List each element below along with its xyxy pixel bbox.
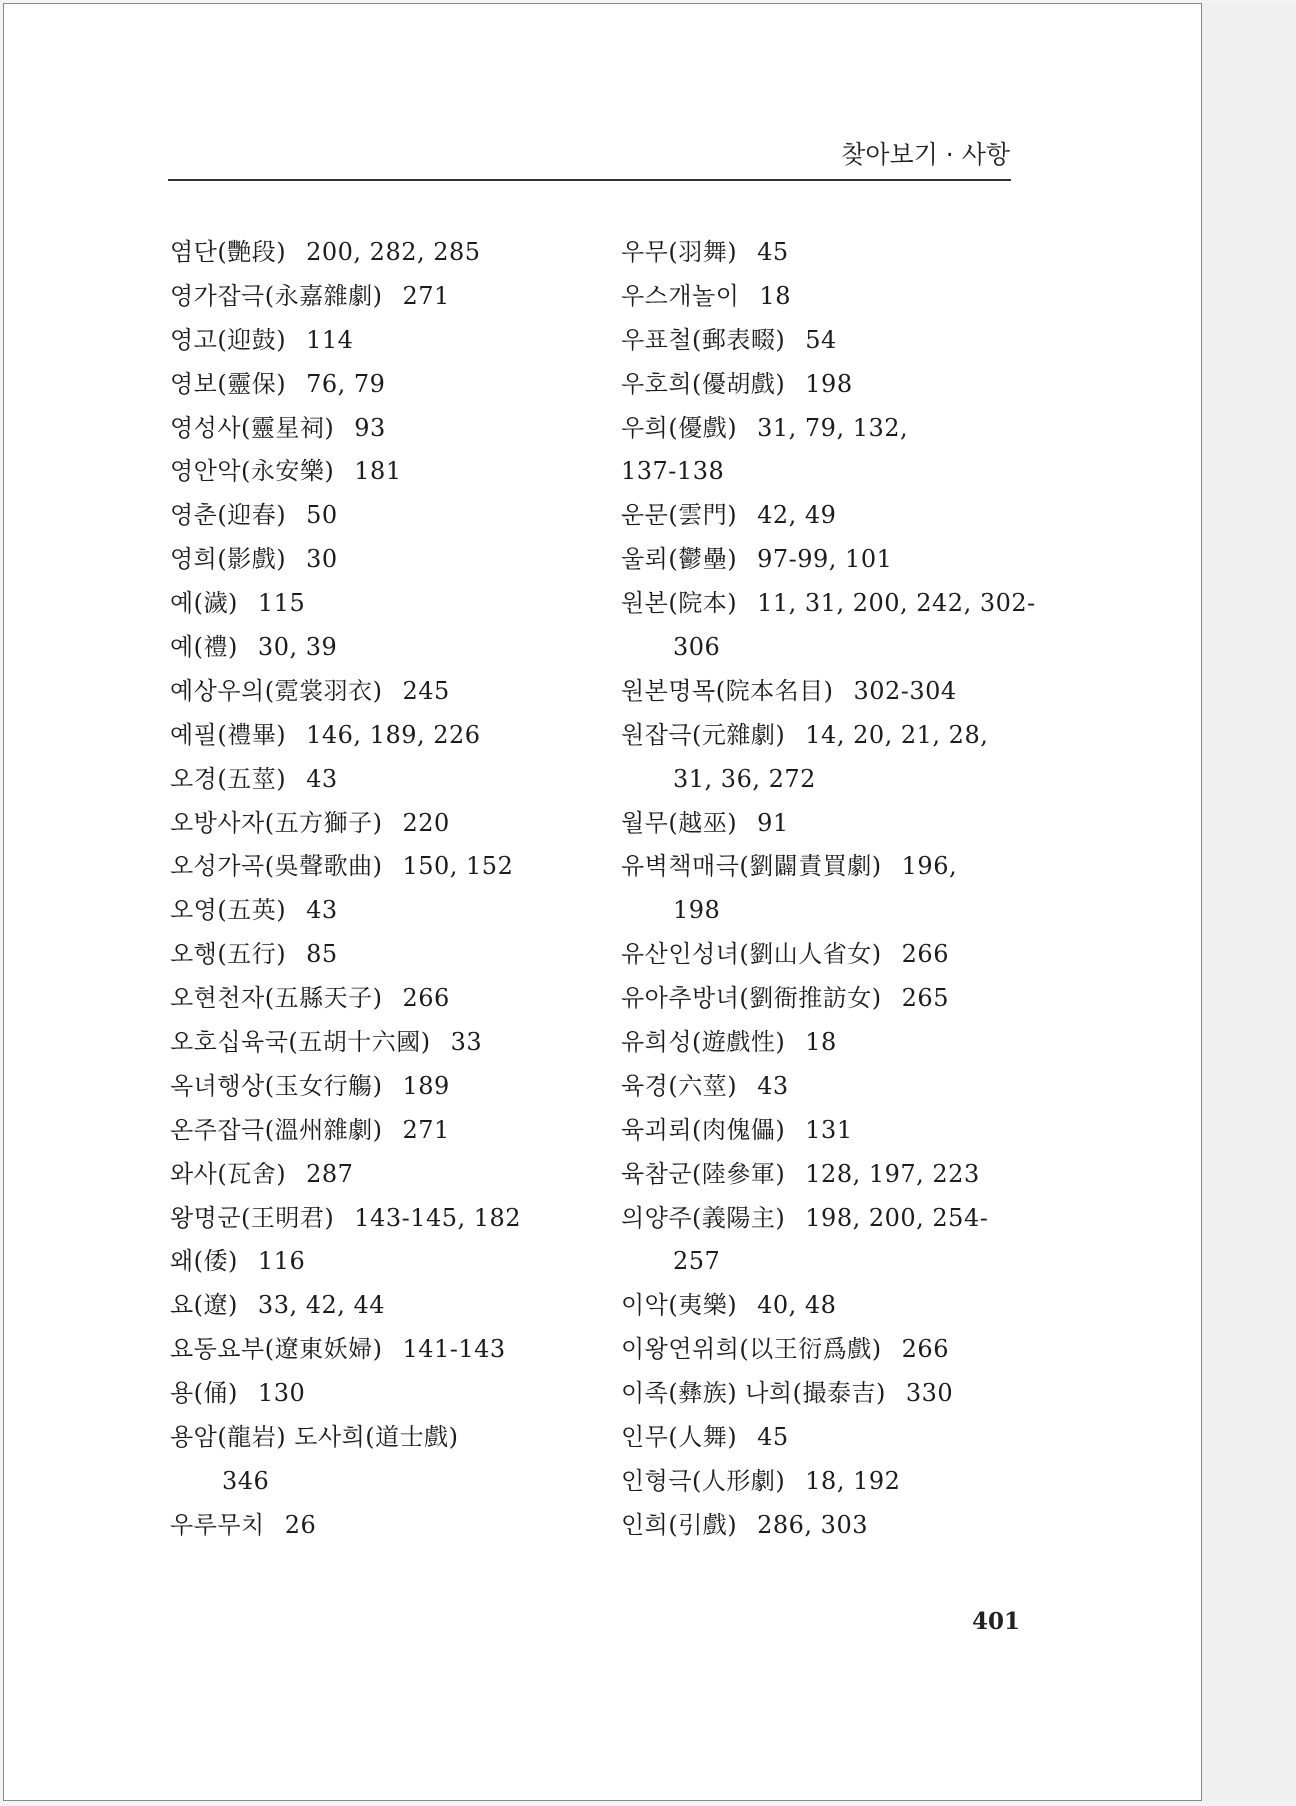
entry-term: 온주잡극(溫州雜劇)	[170, 1115, 383, 1144]
index-entry	[621, 845, 1026, 889]
entry-pages: 76, 79	[306, 369, 386, 398]
entry-pages: 286, 303	[757, 1510, 868, 1539]
index-entry	[621, 1372, 1026, 1416]
page-number: 401	[971, 1608, 1020, 1635]
entry-pages: 266	[901, 1335, 949, 1364]
index-entry	[621, 1153, 1026, 1197]
index-entry	[621, 889, 1026, 933]
entry-term: 육참군(陸參軍)	[621, 1159, 786, 1188]
index-entry	[621, 1197, 1026, 1241]
index-entry	[170, 1372, 590, 1416]
index-entry	[621, 1065, 1026, 1109]
entry-term: 영고(迎鼓)	[170, 325, 287, 354]
index-column-left	[170, 231, 590, 1548]
entry-pages: 11, 31, 200, 242, 302-	[757, 589, 1036, 618]
index-entry	[170, 889, 590, 933]
index-entry	[170, 407, 590, 451]
entry-term: 용암(龍岩) 도사희(道士戲)	[170, 1423, 459, 1452]
entry-pages: 245	[402, 676, 450, 705]
entry-pages: 143-145, 182	[354, 1203, 522, 1232]
index-entry	[621, 1328, 1026, 1372]
entry-pages: 50	[306, 501, 338, 530]
entry-term: 육경(六莖)	[621, 1071, 738, 1100]
index-entry	[170, 1240, 590, 1284]
entry-pages: 115	[257, 589, 306, 618]
entry-pages: 43	[306, 764, 338, 793]
index-entry	[170, 1416, 590, 1460]
index-entry	[170, 977, 590, 1021]
entry-term: 요동요부(遼東妖婦)	[170, 1335, 383, 1364]
entry-pages: 198	[805, 369, 853, 398]
entry-term: 인무(人舞)	[621, 1423, 738, 1452]
index-entry	[170, 363, 590, 407]
entry-term: 이왕연위희(以王衍爲戲)	[621, 1335, 882, 1364]
entry-pages: 93	[354, 413, 386, 442]
index-entry	[621, 538, 1026, 582]
entry-pages: 33, 42, 44	[257, 1291, 386, 1320]
index-entry	[621, 670, 1026, 714]
entry-pages: 189	[402, 1071, 450, 1100]
header-rule	[168, 179, 1011, 181]
entry-term: 의양주(義陽主)	[621, 1203, 786, 1232]
entry-pages: 141-143	[402, 1335, 506, 1364]
index-entry	[621, 1240, 1026, 1284]
entry-term: 영보(靈保)	[170, 369, 287, 398]
entry-pages: 265	[901, 984, 949, 1013]
entry-pages: 97-99, 101	[757, 545, 893, 574]
entry-pages: 30, 39	[257, 633, 338, 662]
entry-term: 영춘(迎春)	[170, 501, 287, 530]
entry-term: 왜(倭)	[170, 1247, 238, 1276]
index-entry	[621, 714, 1026, 758]
index-entry	[621, 1109, 1026, 1153]
entry-term: 오영(五英)	[170, 896, 287, 925]
entry-pages: 85	[306, 940, 338, 969]
entry-term: 인형극(人形劇)	[621, 1466, 786, 1495]
entry-pages: 198, 200, 254-	[805, 1203, 989, 1232]
index-entry	[621, 450, 1026, 494]
index-entry	[621, 1504, 1026, 1548]
entry-pages: 45	[757, 238, 789, 266]
entry-pages: 181	[354, 457, 402, 486]
index-entry	[170, 1153, 590, 1197]
entry-term: 영가잡극(永嘉雜劇)	[170, 281, 383, 310]
entry-term: 유벽책매극(劉闢責買劇)	[621, 852, 882, 881]
entry-term: 오호십육국(五胡十六國)	[170, 1028, 431, 1057]
entry-term: 예(禮)	[170, 633, 238, 662]
entry-term: 유산인성녀(劉山人省女)	[621, 940, 882, 969]
entry-term: 영희(影戲)	[170, 545, 287, 574]
entry-term: 와사(瓦舍)	[170, 1159, 287, 1188]
entry-term: 우표철(郵表畷)	[621, 325, 786, 354]
index-entry	[170, 450, 590, 494]
entry-pages: 91	[757, 808, 789, 837]
entry-pages: 26	[284, 1510, 317, 1539]
entry-term: 우스개놀이	[621, 281, 740, 310]
entry-term: 운문(雲門)	[621, 501, 738, 530]
entry-term: 예(濊)	[170, 589, 238, 618]
entry-pages: 257	[673, 1247, 721, 1276]
entry-pages: 137-138	[621, 457, 725, 486]
index-entry	[170, 1460, 590, 1504]
entry-term: 우루무치	[170, 1510, 265, 1539]
index-entry	[170, 231, 590, 275]
entry-term: 오방사자(五方獅子)	[170, 808, 383, 837]
entry-pages: 116	[257, 1247, 306, 1276]
index-entry	[170, 802, 590, 846]
entry-pages: 198	[673, 896, 721, 925]
index-entry	[621, 275, 1026, 319]
entry-pages: 128, 197, 223	[805, 1159, 980, 1188]
entry-term: 옥녀행상(玉女行觴)	[170, 1071, 383, 1100]
index-entry	[621, 1021, 1026, 1065]
index-entry	[170, 1504, 590, 1548]
index-entry	[170, 1065, 590, 1109]
entry-term: 영성사(靈星祠)	[170, 413, 335, 442]
index-entry	[621, 1416, 1026, 1460]
entry-term: 염단(艷段)	[170, 238, 287, 266]
index-entry	[170, 670, 590, 714]
entry-pages: 302-304	[853, 676, 957, 705]
entry-term: 원잡극(元雜劇)	[621, 720, 786, 749]
entry-pages: 42, 49	[757, 501, 837, 530]
entry-term: 우무(羽舞)	[621, 238, 738, 266]
running-head: 찾아보기 · 사항	[841, 140, 1010, 169]
index-entry	[170, 1284, 590, 1328]
entry-term: 울뢰(鬱壘)	[621, 545, 738, 574]
entry-pages: 18	[805, 1028, 837, 1057]
entry-term: 육괴뢰(肉傀儡)	[621, 1115, 786, 1144]
index-entry	[170, 319, 590, 363]
index-entry	[621, 582, 1036, 626]
entry-term: 오현천자(五縣天子)	[170, 984, 383, 1013]
entry-pages: 271	[402, 281, 450, 310]
entry-pages: 146, 189, 226	[306, 720, 481, 749]
entry-term: 원본명목(院本名目)	[621, 676, 834, 705]
index-entry	[170, 538, 590, 582]
entry-pages: 45	[757, 1423, 789, 1452]
index-entry	[621, 758, 1026, 802]
index-entry	[621, 319, 1026, 363]
index-entry	[621, 1284, 1026, 1328]
entry-pages: 271	[402, 1115, 450, 1144]
index-entry	[621, 363, 1026, 407]
index-entry	[170, 933, 590, 977]
index-entry	[170, 845, 590, 889]
entry-pages: 266	[901, 940, 949, 969]
index-entry	[170, 582, 590, 626]
entry-pages: 200, 282, 285	[306, 238, 481, 266]
entry-pages: 220	[402, 808, 450, 837]
entry-pages: 40, 48	[757, 1291, 837, 1320]
entry-term: 예상우의(霓裳羽衣)	[170, 676, 383, 705]
entry-pages: 54	[805, 325, 837, 354]
entry-term: 오경(五莖)	[170, 764, 287, 793]
entry-pages: 131	[805, 1115, 853, 1144]
entry-pages: 30	[306, 545, 338, 574]
entry-pages: 33	[450, 1028, 483, 1057]
entry-pages: 31, 79, 132,	[757, 413, 909, 442]
index-entry	[170, 1021, 590, 1065]
entry-term: 예필(禮畢)	[170, 720, 287, 749]
viewer-margin	[1202, 3, 1296, 1801]
entry-pages: 346	[222, 1466, 270, 1495]
index-entry	[621, 1460, 1026, 1504]
entry-term: 이족(彝族) 나희(撮泰吉)	[621, 1379, 886, 1408]
index-entry	[170, 1197, 590, 1241]
entry-pages: 150, 152	[402, 852, 514, 881]
entry-pages: 14, 20, 21, 28,	[805, 720, 989, 749]
entry-pages: 18, 192	[805, 1466, 901, 1495]
index-entry	[621, 802, 1026, 846]
entry-term: 요(遼)	[170, 1291, 238, 1320]
entry-term: 우희(優戲)	[621, 413, 738, 442]
index-entry	[170, 758, 590, 802]
entry-pages: 287	[306, 1159, 354, 1188]
index-entry	[170, 275, 590, 319]
entry-term: 인희(引戲)	[621, 1510, 738, 1539]
index-entry	[170, 1328, 590, 1372]
entry-term: 유희성(遊戲性)	[621, 1028, 786, 1057]
entry-pages: 43	[306, 896, 338, 925]
index-column-right	[621, 231, 1036, 1548]
index-entry	[621, 494, 1026, 538]
index-entry	[170, 626, 590, 670]
entry-term: 용(俑)	[170, 1379, 238, 1408]
index-entry	[621, 977, 1026, 1021]
entry-term: 원본(院本)	[621, 589, 738, 618]
entry-pages: 130	[257, 1379, 306, 1408]
index-entry	[170, 714, 590, 758]
entry-pages: 330	[905, 1379, 954, 1408]
entry-pages: 31, 36, 272	[673, 764, 816, 793]
index-entry	[170, 494, 590, 538]
index-entry	[621, 933, 1026, 977]
entry-term: 이악(夷樂)	[621, 1291, 738, 1320]
entry-pages: 266	[402, 984, 450, 1013]
entry-pages: 43	[757, 1071, 789, 1100]
entry-pages: 18	[759, 281, 791, 310]
entry-term: 오성가곡(吳聲歌曲)	[170, 852, 383, 881]
entry-term: 왕명군(王明君)	[170, 1203, 335, 1232]
index-entry	[621, 231, 1026, 275]
index-entry	[170, 1109, 590, 1153]
entry-pages: 196,	[901, 852, 958, 881]
entry-term: 우호희(優胡戲)	[621, 369, 786, 398]
entry-pages: 114	[306, 325, 354, 354]
entry-term: 영안악(永安樂)	[170, 457, 335, 486]
index-entry	[621, 407, 1026, 451]
index-entry	[621, 626, 1026, 670]
entry-term: 오행(五行)	[170, 940, 287, 969]
entry-term: 유아추방녀(劉衙推訪女)	[621, 984, 882, 1013]
entry-term: 월무(越巫)	[621, 808, 738, 837]
entry-pages: 306	[673, 633, 721, 662]
